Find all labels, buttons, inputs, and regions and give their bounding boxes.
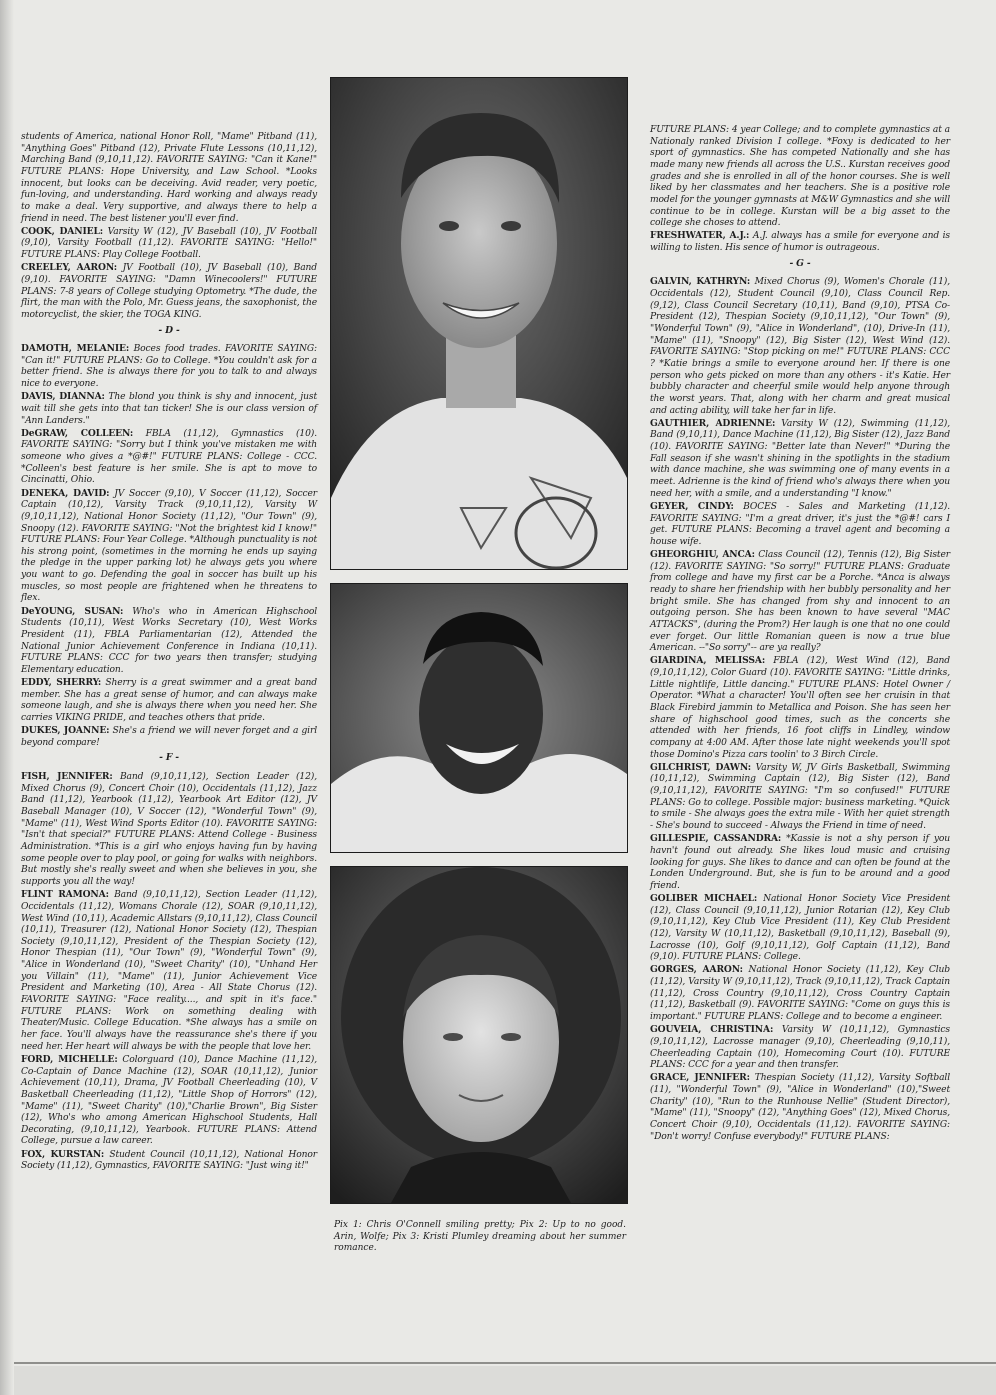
student-name: DAMOTH, MELANIE: (21, 343, 130, 355)
student-name: CREELEY, AARON: (21, 262, 117, 274)
student-name: FRESHWATER, A.J.: (650, 230, 750, 242)
section-letter-g: - G - (789, 257, 811, 269)
bio-entry: GRACE, JENNIFER: Thespian Society (11,12), Varsity Softball (11), "Wonderful Town" (9), "Alice in Wonderland" (10),"Sweet Charity" (10), "Run to the Runhouse Nellie" (Student Director), "Mame" (11), "Snoopy" (12), "Anything Goes" (12), Mixed Chorus, Concert Choir (9,10), Occidentals (11,12). FAVORITE SAYING: "Don't worry! Confuse everybody!" FUTURE PLANS: (650, 1072, 951, 1142)
page-bottom-band (14, 1366, 996, 1395)
bio-entry: DUKES, JOANNE: She's a friend we will never forget and a girl beyond compare! (21, 725, 318, 748)
student-photo-1 (330, 77, 628, 570)
student-name: GORGES, AARON: (650, 964, 743, 976)
student-name: GOUVEIA, CHRISTINA: (650, 1024, 774, 1036)
bio-entry: FRESHWATER, A.J.: A.J. always has a smile for everyone and is willing to listen. His sence of humor is outrageous. (650, 230, 950, 254)
student-name: GIARDINA, MELISSA: (650, 655, 766, 667)
page-binding-edge (0, 0, 14, 1395)
student-name: DeYOUNG, SUSAN: (21, 605, 124, 617)
student-name: EDDY, SHERRY: (21, 677, 102, 689)
student-name: FLINT RAMONA: (21, 889, 109, 901)
student-photo-2 (330, 583, 628, 853)
bio-entry: COOK, DANIEL: Varsity W (12), JV Baseball (10), JV Football (9,10), Varsity Football (11,12). FAVORITE SAYING: "Hello!" FUTURE PLANS: Play College Football. (21, 225, 317, 261)
student-name: DAVIS, DIANNA: (21, 391, 105, 403)
student-name: GRACE, JENNIFER: (650, 1072, 750, 1084)
bio-entry: DeYOUNG, SUSAN: Who's who in American Highschool Students (10,11), West Works Secretary (10), West Works President (11), FBLA Parliamentarian (12), Attended the National Junior Achievement Conference in Indiana (10,11). FUTURE PLANS: CCC for two years then transfer; studying Elementary education. (21, 605, 318, 675)
photo-caption: Pix 1: Chris O'Connell smiling pretty; Pix 2: Up to no good. Arin, Wolfe; Pix 3: Kristi Plumley dreaming about her summer romance. (334, 1220, 626, 1254)
bio-entry: students of America, national Honor Roll, "Mame" Pitband (11), "Anything Goes" Pitband (12), Private Flute Lessons (10,11,12), Marching Band (9,10,11,12). FAVORITE SAYING: "Can it Kane!" FUTURE PLANS: Hope University, and Law School. *Looks innocent, but looks can be deceiving. Avid reader, very poetic, fun-loving, and understanding. Hard working and always ready to make a deal. Very supportive, and always there to help a friend in need. The best listener you'll ever find. (21, 132, 317, 224)
bio-entry: GOUVEIA, CHRISTINA: Varsity W (10,11,12), Gymnastics (9,10,11,12), Lacrosse manager (9,10), Cheerleading (9,10,11), Cheerleading Captain (10), Homecoming Court (10). FUTURE PLANS: CCC for a year and then transfer. (650, 1024, 950, 1071)
portrait-smiling-young-man (331, 78, 627, 569)
bio-entry: CREELEY, AARON: JV Football (10), JV Baseball (10), Band (9,10). FAVORITE SAYING: "Damn Winecoolers!" FUTURE PLANS: 7-8 years of College studying Optometry. *The dude, the flirt, the man with the Polo, Mr. Guess jeans, the saxophonist, the motorcyclist, the skier, the TOGA KING. (21, 262, 318, 320)
student-name: GEYER, CINDY: (650, 500, 734, 512)
student-photo-3 (330, 866, 628, 1204)
bio-entry: GAUTHIER, ADRIENNE: Varsity W (12), Swimming (11,12), Band (9,10,11), Dance Machine (11,12), Big Sister (12), Jazz Band (10). FAVORITE SAYING: "Better late than Never!" *During the Fall season if she wasn't shining in the spotlights in the stadium with dance machine, she was swimming one of many events in a meet. Adrienne is the kind of friend who's always there when you need her, with a smile, and a understanding "I know." (650, 417, 950, 499)
student-name: GOLIBER MICHAEL: (650, 893, 758, 904)
section-letter-d: - D - (158, 324, 180, 336)
bio-entry: GALVIN, KATHRYN: Mixed Chorus (9), Women's Chorale (11), Occidentals (12), Student Council (9,10), Class Council Rep. (9,12), Class Council Secretary (10,11), Band (9,10), PTSA Co-President (12), Thespian Society (9,10,11,12), "Our Town" (9), "Wonderful Town" (9), "Alice in Wonderland", (10), Drive-In (11), "Mame" (11), "Snoopy" (12), Big Sister (12), West Wind (12). FAVORITE SAYING: "Stop picking on me!" FUTURE PLANS: CCC ? *Katie brings a smile to everyone around her. If there is one person who gets picked on more than any others - it's Katie. Her bubbly character and cheerful smile would help anyone through the worst years. That, along with her charm and great musical and acting ability, will take her far in life. (650, 276, 951, 416)
student-name: COOK, DANIEL: (21, 225, 104, 237)
student-name: GILLESPIE, CASSANDRA: (650, 833, 782, 845)
bio-entry: GEYER, CINDY: BOCES - Sales and Marketing (11,12). FAVORITE SAYING: "I'm a great driver, it's just the *@#! cars I get. FUTURE PLANS: Becoming a travel agent and becoming a house wife. (650, 500, 951, 547)
student-name: FORD, MICHELLE: (21, 1053, 118, 1065)
bio-entry: DENEKA, DAVID: JV Soccer (9,10), V Soccer (11,12), Soccer Captain (10,12), Varsity Track (9,10,11,12), Varsity W (9,10,11,12), National Honor Society (11,12), "Our Town" (9), Snoopy (12). FAVORITE SAYING: "Not the brightest kid I know!" FUTURE PLANS: Four Year College. *Although punctuality is not his strong point, (sometimes in the morning he ends up saying the pledge in the upper parking lot) he always gets you where you want to go. Defending the goal in soccer has built up his muscles, so most people are frightened when he threatens to flex. (21, 487, 318, 604)
bio-entry: FORD, MICHELLE: Colorguard (10), Dance Machine (11,12), Co-Captain of Dance Machine (12), SOAR (10,11,12), Junior Achievement (10,11), Drama, JV Football Cheerleading (10), V Basketball Cheerleading (11,12), "Little Shop of Horrors" (12), "Mame" (11), "Sweet Charity" (10),"Charlie Brown", Big Sister (12), Who's who among American Highschool Students, Hall Decorating, (9,10,11,12), Yearbook. FUTURE PLANS: Attend College, pursue a law career. (21, 1053, 317, 1147)
student-name: DUKES, JOANNE: (21, 725, 110, 737)
bio-entry: FLINT RAMONA: Band (9,10,11,12), Section Leader (11,12), Occidentals (11,12), Womans Chorale (12), SOAR (9,10,11,12), West Wind (10,11), Academic Allstars (9,10,11,12), Class Council (10,11), Treasurer (12), National Honor Society (12), Thespian Society (9,10,11,12), President of the Thespian Society (12), Honor Thespian (11), "Our Town" (9), "Wonderful Town" (9), "Alice in Wonderland (10), "Sweet Charity" (10), "Unhand Her you Villain" (11), "Mame" (11), Junior Achievement Vice President and Marketing (10), Area - All State Chorus (12). FAVORITE SAYING: "Face reality...., and spit in it's face." FUTURE PLANS: Work on something dealing with Theater/Music. College Education. *She always has a smile on her face. You'll always have the reassurance she's there if you need her. Her heart will always be with the people that love her. (21, 889, 318, 1052)
student-name: DeGRAW, COLLEEN: (21, 427, 134, 439)
bio-entry: FISH, JENNIFER: Band (9,10,11,12), Section Leader (12), Mixed Chorus (9), Concert Choir (10), Occidentals (11,12), Jazz Band (11,12), Yearbook (11,12), Yearbook Art Editor (12), JV Baseball Manager (10), V Soccer (12), "Wonderful Town" (9), "Mame" (11), West Wind Sports Editor (10). FAVORITE SAYING: "Isn't that special?" FUTURE PLANS: Attend College - Business Administration. *This is a girl who enjoys having fun by having some people over to play pool, or going for walks with neighbors. But mostly she's really sweet and when she believes in you, she supports you all the way! (21, 771, 317, 888)
bio-entry: GHEORGHIU, ANCA: Class Council (12), Tennis (12), Big Sister (12). FAVORITE SAYING: "So sorry!" FUTURE PLANS: Graduate from college and have my first car be a Porche. *Anca is always ready to share her friendship with her bubbly personality and her bright smile. She has changed from shy and innocent to an outgoing person. She has been known to have several "MAC ATTACKS", (during the Prom?) Her laugh is one that no one could ever forget. Our little Romanian queen is now a true blue American. --"So sorry"-- are ya really? (650, 548, 950, 654)
bio-entry: GORGES, AARON: National Honor Society (11,12), Key Club (11,12), Varsity W (9,10,11,12), Track (9,10,11,12), Track Captain (11,12), Cross Country (9,10,11,12), Cross Country Captain (11,12), Basketball (9). FAVORITE SAYING: "Come on guys this is important." FUTURE PLANS: College and to become a engineer. (650, 964, 951, 1023)
left-text-column (21, 132, 317, 1173)
section-letter-f: - F - (159, 752, 179, 764)
bio-entry: EDDY, SHERRY: Sherry is a great swimmer and a great band member. She has a great sense of humor, and can always make someone laugh, and she is always there when you need her. She carries VIKING PRIDE, and teaches others that pride. (21, 677, 317, 723)
bio-entry: GOLIBER MICHAEL: National Honor Society Vice President (12), Class Council (9,10,11,12), Junior Rotarian (12), Key Club (9,10,11,12), Key Club Vice President (11), Key Club President (12), Varsity W (10,11,12), Basketball (9,10,11,12), Baseball (9), Lacrosse (10), Golf (9,10,11,12), Golf Captain (11,12), Band (9,10). FUTURE PLANS: College. (650, 893, 950, 963)
student-name: FOX, KURSTAN: (21, 1148, 105, 1160)
right-text-column (650, 125, 950, 1144)
bio-entry: DeGRAW, COLLEEN: FBLA (11,12), Gymnastics (10). FAVORITE SAYING: "Sorry but I think you've mistaken me with someone who gives a *@#!" FUTURE PLANS: College - CCC. *Colleen's best feature is her smile. She is apt to move to Cincinatti, Ohio. (21, 427, 318, 486)
student-name: GHEORGHIU, ANCA: (650, 548, 755, 560)
bio-entry: FUTURE PLANS: 4 year College; and to complete gymnastics at a Nationaly ranked Division I college. *Foxy is dedicated to her sport of gymnastics. She has competed Nationally and she has made many new friends all across the U.S.. Kurstan receives good grades and she is enrolled in all of the honor courses. She is well liked by her classmates and her teachers. She is a positive role model for the younger gymnasts at M&W Gymnastics and she will continue to be in college. Kurstan will be a big asset to the college she choses to attend. (650, 125, 950, 229)
bio-entry: DAVIS, DIANNA: The blond you think is shy and innocent, just wait till she gets into that tan ticker! She is our class version of "Ann Landers." (21, 391, 318, 426)
bio-entry: GILLESPIE, CASSANDRA: *Kassie is not a shy person if you havn't found out already. She likes loud music and cruising looking for guys. She likes to dance and can often be found at the Londen Underground. But, she is fun to be around and a good friend. (650, 833, 951, 891)
student-name: GALVIN, KATHRYN: (650, 276, 751, 288)
bio-entry: FOX, KURSTAN: Student Council (10,11,12), National Honor Society (11,12), Gymnastics, FAVORITE SAYING: "Just wing it!" (21, 1148, 317, 1172)
student-name: GAUTHIER, ADRIENNE: (650, 417, 776, 429)
bio-entry: DAMOTH, MELANIE: Boces food trades. FAVORITE SAYING: "Can it!" FUTURE PLANS: Go to College. *You couldn't ask for a better friend. She is always there for you to talk to and always nice to everyone. (21, 343, 318, 390)
portrait-laughing-young-man (331, 584, 627, 852)
student-name: DENEKA, DAVID: (21, 487, 110, 499)
portrait-young-woman (331, 867, 627, 1203)
bio-entry: GIARDINA, MELISSA: FBLA (12), West Wind (12), Band (9,10,11,12), Color Guard (10). FAVORITE SAYING: "Little drinks, Little nightlife, Little dancing." FUTURE PLANS: Hotel Owner / Operator. *What a character! You'll often see her cruisin in that Black Firebird jammin to Metallica and Poison. She has seen her share of highschool good times, such as the concerts she attended with her friends, 16 foot cliffs in Lindley, window company at 4:00 AM. After those late night weekends you'll spot those Domino's Pizza cars toolin' to 3 Birch Circle. (650, 655, 950, 760)
page-bottom-rule (14, 1362, 996, 1364)
student-name: GILCHRIST, DAWN: (650, 761, 752, 773)
student-name: FISH, JENNIFER: (21, 771, 113, 783)
bio-entry: GILCHRIST, DAWN: Varsity W, JV Girls Basketball, Swimming (10,11,12), Swimming Captain (12), Big Sister (12), Band (9,10,11,12), FAVORITE SAYING: "I'm so confused!" FUTURE PLANS: Go to college. Possible major: business marketing. *Quick to smile - She always goes the extra mile - With her quiet strength - She's bound to succeed - Always the Friend in time of need. (650, 761, 950, 832)
